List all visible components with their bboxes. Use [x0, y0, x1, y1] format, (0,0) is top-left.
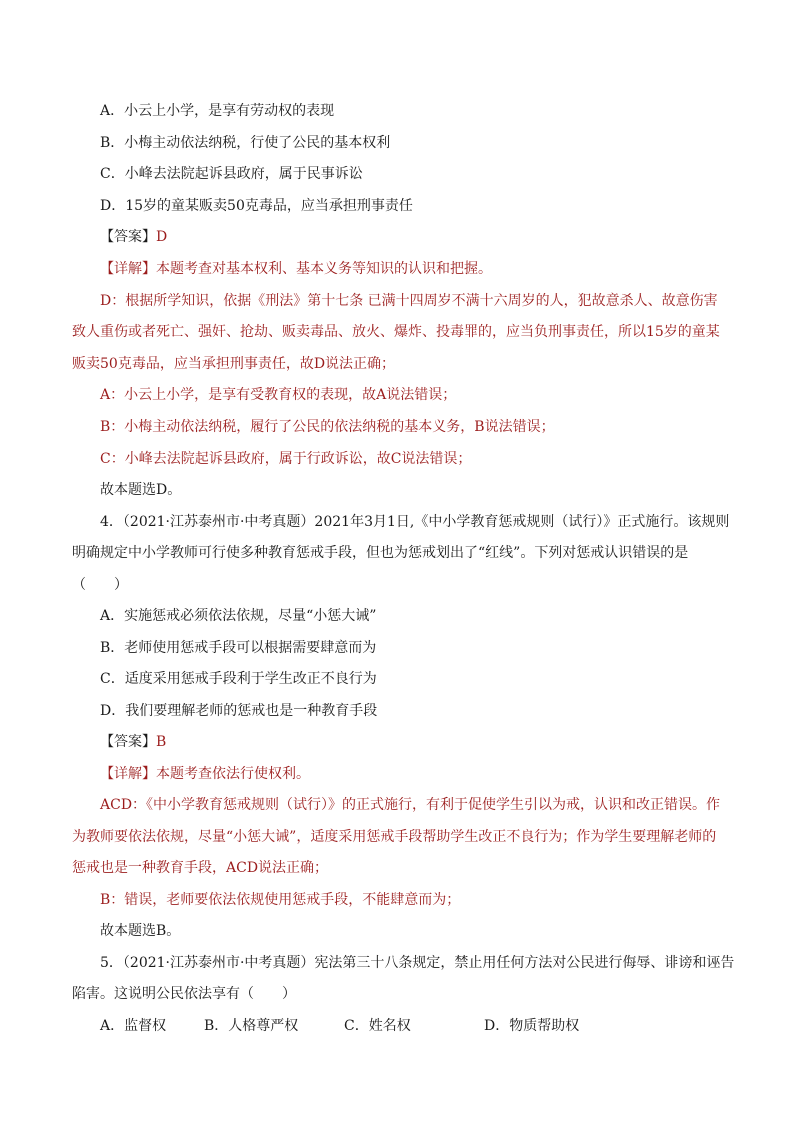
q5-stem-line: 5．（2021·江苏泰州市·中考真题）宪法第三十八条规定，禁止用任何方法对公民进行侮辱、诽谤和诬告: [100, 955, 735, 971]
q3-answer: [100, 226, 730, 248]
q4-option-b: B．老师使用惩戒手段可以根据需要肆意而为: [100, 640, 377, 656]
q5-options-row: [100, 1015, 730, 1037]
q4-detail-line: ACD：《中小学教育惩戒规则（试行）》的正式施行，有利于促使学生引以为戒，认识和改正错误。作: [100, 797, 721, 813]
q4-detail-line: 惩戒也是一种教育手段，ACD说法正确；: [72, 860, 329, 876]
q5-stem-line: 陷害。这说明公民依法享有（ ）: [72, 986, 296, 1002]
q4-option-c: C．适度采用惩戒手段利于学生改正不良行为: [100, 671, 377, 687]
q4-answer: [100, 731, 730, 753]
q3-option-c: C．小峰去法院起诉县政府，属于民事诉讼: [100, 166, 363, 182]
q5-option-a: A．监督权: [100, 1018, 167, 1034]
q3-detail-line: 致人重伤或者死亡、强奸、抢劫、贩卖毒品、放火、爆炸、投毒罪的，应当负刑事责任，所以15岁的童某: [72, 324, 720, 340]
q5-option-c: C．姓名权: [344, 1018, 411, 1034]
detail-intro-text: 本题考查对基本权利、基本义务等知识的认识和把握。: [156, 261, 492, 277]
q4-detail-intro: [100, 763, 730, 785]
q4-stem-line: 明确规定中小学教师可行使多种教育惩戒手段，但也为惩戒划出了“红线”。下列对惩戒认识错误的是: [72, 545, 689, 561]
q3-option-a: A．小云上小学，是享有劳动权的表现: [100, 103, 335, 119]
q3-conclusion: 故本题选D。: [100, 482, 182, 498]
q3-option-b: B．小梅主动依法纳税，行使了公民的基本权利: [100, 135, 391, 151]
q4-conclusion: 故本题选B。: [100, 923, 181, 939]
q3-detail-line: 贩卖50克毒品，应当承担刑事责任，故D说法正确；: [72, 356, 396, 372]
q3-detail-line: D：根据所学知识，依据《刑法》第十七条 已满十四周岁不满十六周岁的人，犯故意杀人、故意伤害: [100, 293, 718, 309]
q3-detail-line: C：小峰去法院起诉县政府，属于行政诉讼，故C说法错误；: [100, 451, 472, 467]
answer-label: 【答案】: [100, 229, 156, 245]
detail-label: 【详解】: [100, 766, 156, 782]
answer-value: D: [156, 229, 168, 245]
q4-option-a: A．实施惩戒必须依法依规，尽量“小惩大诫”: [100, 608, 377, 624]
q4-detail-line: 为教师要依法依规，尽量“小惩大诫”，适度采用惩戒手段帮助学生改正不良行为；作为学生要理解老师的: [72, 829, 717, 845]
q3-detail-intro: [100, 258, 730, 280]
answer-label: 【答案】: [100, 734, 156, 750]
q5-option-b: B．人格尊严权: [204, 1018, 299, 1034]
q5-option-d: D．物质帮助权: [484, 1018, 580, 1034]
detail-intro-text: 本题考查依法行使权利。: [156, 766, 310, 782]
q4-stem-blank: （ ）: [72, 577, 128, 593]
q3-detail-line: B：小梅主动依法纳税，履行了公民的依法纳税的基本义务，B说法错误；: [100, 419, 555, 435]
detail-label: 【详解】: [100, 261, 156, 277]
q4-stem-line: 4．（2021·江苏泰州市·中考真题）2021年3月1日,《中小学教育惩戒规则（试行）》正式施行。该规则: [100, 514, 730, 530]
answer-value: B: [156, 734, 167, 750]
q4-detail-line: B：错误，老师要依法依规使用惩戒手段，不能肆意而为；: [100, 892, 461, 908]
q4-option-d: D．我们要理解老师的惩戒也是一种教育手段: [100, 703, 378, 719]
q3-detail-line: A：小云上小学，是享有受教育权的表现，故A说法错误；: [100, 387, 457, 403]
q3-option-d: D．15岁的童某贩卖50克毒品，应当承担刑事责任: [100, 198, 413, 214]
